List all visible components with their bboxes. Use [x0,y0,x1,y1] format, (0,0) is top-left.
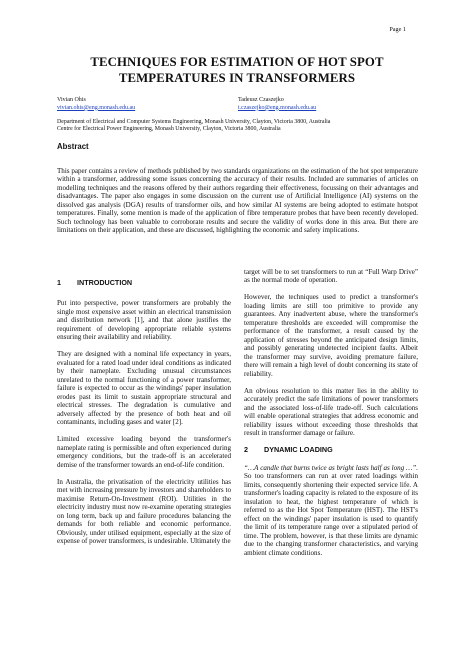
section-2-title: DYNAMIC LOADING [264,445,333,455]
section-1-title: INTRODUCTION [77,278,133,287]
title-line-1: TECHNIQUES FOR ESTIMATION OF HOT SPOT [90,55,384,69]
affiliation-2: Centre for Electrical Power Engineering, Monash University, Clayton, Victoria 3800, Australia [57,126,281,133]
affiliation-1: Department of Electrical and Computer Systems Engineering, Monash University, Clayton, Victoria 3800, Australia [57,119,331,125]
section-1-number: 1 [57,278,61,287]
abstract-text: This paper contains a review of methods published by two standards organizations on the estimation of the hot spot temperature within a transformer, addressing some issues concerning the accuracy of their results. Included are summaries of articles on modelling techniques and the reasons offered by their authors regarding their effectiveness, focussing on their advantages and disadvantages. The paper also engages in some discussion on the current use of Artificial Intelligence (AI) systems on the dissolved gas analysis (DGA) results of transformer oils, and how similar AI systems are being adopted to estimate hotspot temperatures. Finally, some mention is made of the application of fibre temperature probes that have been recently developed. Such technology has been valuable to corroborate results and secure the validity of works done in this area. But there are limitations on their application, and these are discussed, highlighting the economic and safety implications. [57,167,418,235]
abstract-heading: Abstract [57,142,89,151]
author-2-email[interactable]: t.czaszejko@eng.monash.edu.au [238,104,317,111]
paragraph: Put into perspective, power transformers are probably the single most expensive asset within an electrical transmission and distribution network [1], and that alone justifies the requirement of developing appropriate reliable systems ensuring their availability and reliability. [57,299,231,342]
paragraph: Limited excessive loading beyond the transformer's nameplate rating is permissible and often experienced during emergency conditions, but the trade-off is an accelerated demise of the transformer towards an end-of-life condition. [57,435,231,469]
paragraph: In Australia, the privatisation of the electricity utilities has met with increasing pressure by investors and shareholders to maximise Return-On-Investment (ROI). Utilities in the electricity industry must now re-examine operating strategies on long term, back up and failure procedures balancing the demands for both reliable and economic performance. Obviously, under utilised equipment, especially at the size of expense of power transformers, is undesirable. Ultimately the [57,477,231,546]
section-2-heading [244,446,418,454]
section-2-number: 2 [244,445,248,455]
paragraph: However, the techniques used to predict a transformer's loading limits are still too primitive to provide any guarantees. Any inadvertent abuse, where the transformer's temperature thresholds are exceeded will compromise the performance of the transformer, a result caused by the application of stresses beyond the anticipated design limits, and possibly generating undetected incipient faults. Albeit the transformer may survive, avoiding premature failure, there will remain a high level of doubt concerning its state of reliability. [244,293,418,378]
author-1-email[interactable]: vivian.ohis@eng.monash.edu.au [57,104,136,111]
author-2-name: Tadeusz Czaszejko [238,97,284,103]
left-column [57,268,231,554]
title-line-2: TEMPERATURES IN TRANSFORMERS [118,71,356,85]
author-1-name: Vivian Ohis [57,97,86,103]
paragraph: An obvious resolution to this matter lies in the ability to accurately predict the safe limitations of power transformers and the associated loss-of-life trade-off. Such calculations will enable operational strategies that address economic and reliability issues without exceeding those thresholds that result in transformer damage or failure. [244,386,418,438]
section-2-quote: “…A candle that burns twice as bright lasts half as long …”. [244,463,418,472]
author-1 [57,97,135,112]
section-1-heading [57,279,231,287]
paper-title [40,54,434,86]
right-column [244,268,418,566]
affiliations [57,119,437,134]
section-2-paragraph [244,464,418,557]
section-2-body: So too transformers can run at over rated loadings within limits, consequently shortening their expected service life. A transformer's loading capacity is related to the exposure of its insulation to heat, the highest temperature of which is referred to as the Hot Spot Temperature (HST). The HST's effect on the windings' paper insulation is used to quantify the limit of its temperature range over a stipulated period of time. The problem, however, is that these limits are dynamic due to the changing transformer characteristics, and varying ambient climate conditions. [244,472,418,557]
author-2 [238,97,316,112]
paragraph: They are designed with a nominal life expectancy in years, evaluated for a rated load under ideal conditions as indicated by their nameplate. Excluding unusual circumstances unrelated to the normal functioning of a power transformer, failure is expected to occur as the windings' paper insulation erodes past its limit to sustain appropriate structural and electrical stresses. The degradation is cumulative and adversely affected by the presence of both heat and oil contaminants, including gases and water [2]. [57,350,231,427]
paragraph: target will be to set transformers to run at “Full Warp Drive” as the normal mode of operation. [244,268,418,285]
page-number: Page 1 [389,26,406,33]
